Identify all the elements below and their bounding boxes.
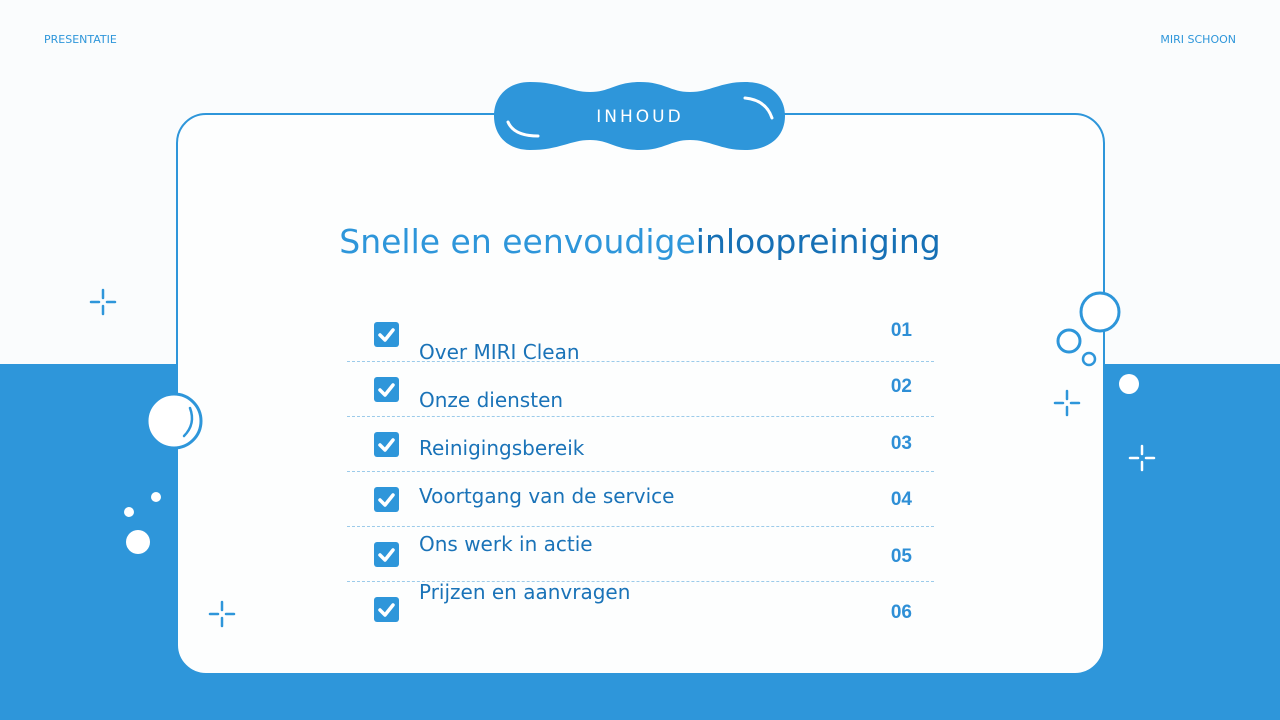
agenda-item-number: 06 xyxy=(890,602,912,623)
agenda-item-label: Voortgang van de service xyxy=(419,484,675,508)
title-part1: Snelle en eenvoudige xyxy=(339,222,696,261)
agenda-item-label: Over MIRI Clean xyxy=(419,340,580,364)
badge-label: INHOUD xyxy=(596,107,684,127)
agenda-item-label: Ons werk in actie xyxy=(419,532,593,556)
header-right: MIRI SCHOON xyxy=(1160,33,1236,46)
agenda-item-label: Onze diensten xyxy=(419,388,564,412)
agenda-item-number: 04 xyxy=(890,489,912,511)
agenda-item-number: 05 xyxy=(890,545,912,567)
agenda-item-number: 02 xyxy=(890,376,912,398)
agenda-item-number: 01 xyxy=(890,320,912,341)
header-left: PRESENTATIE xyxy=(44,33,117,46)
agenda-item-number: 03 xyxy=(890,432,912,454)
agenda-item-label: Prijzen en aanvragen xyxy=(419,580,631,604)
agenda-item-label: Reinigingsbereik xyxy=(419,436,585,460)
title-part2: inloopreiniging xyxy=(695,222,941,261)
